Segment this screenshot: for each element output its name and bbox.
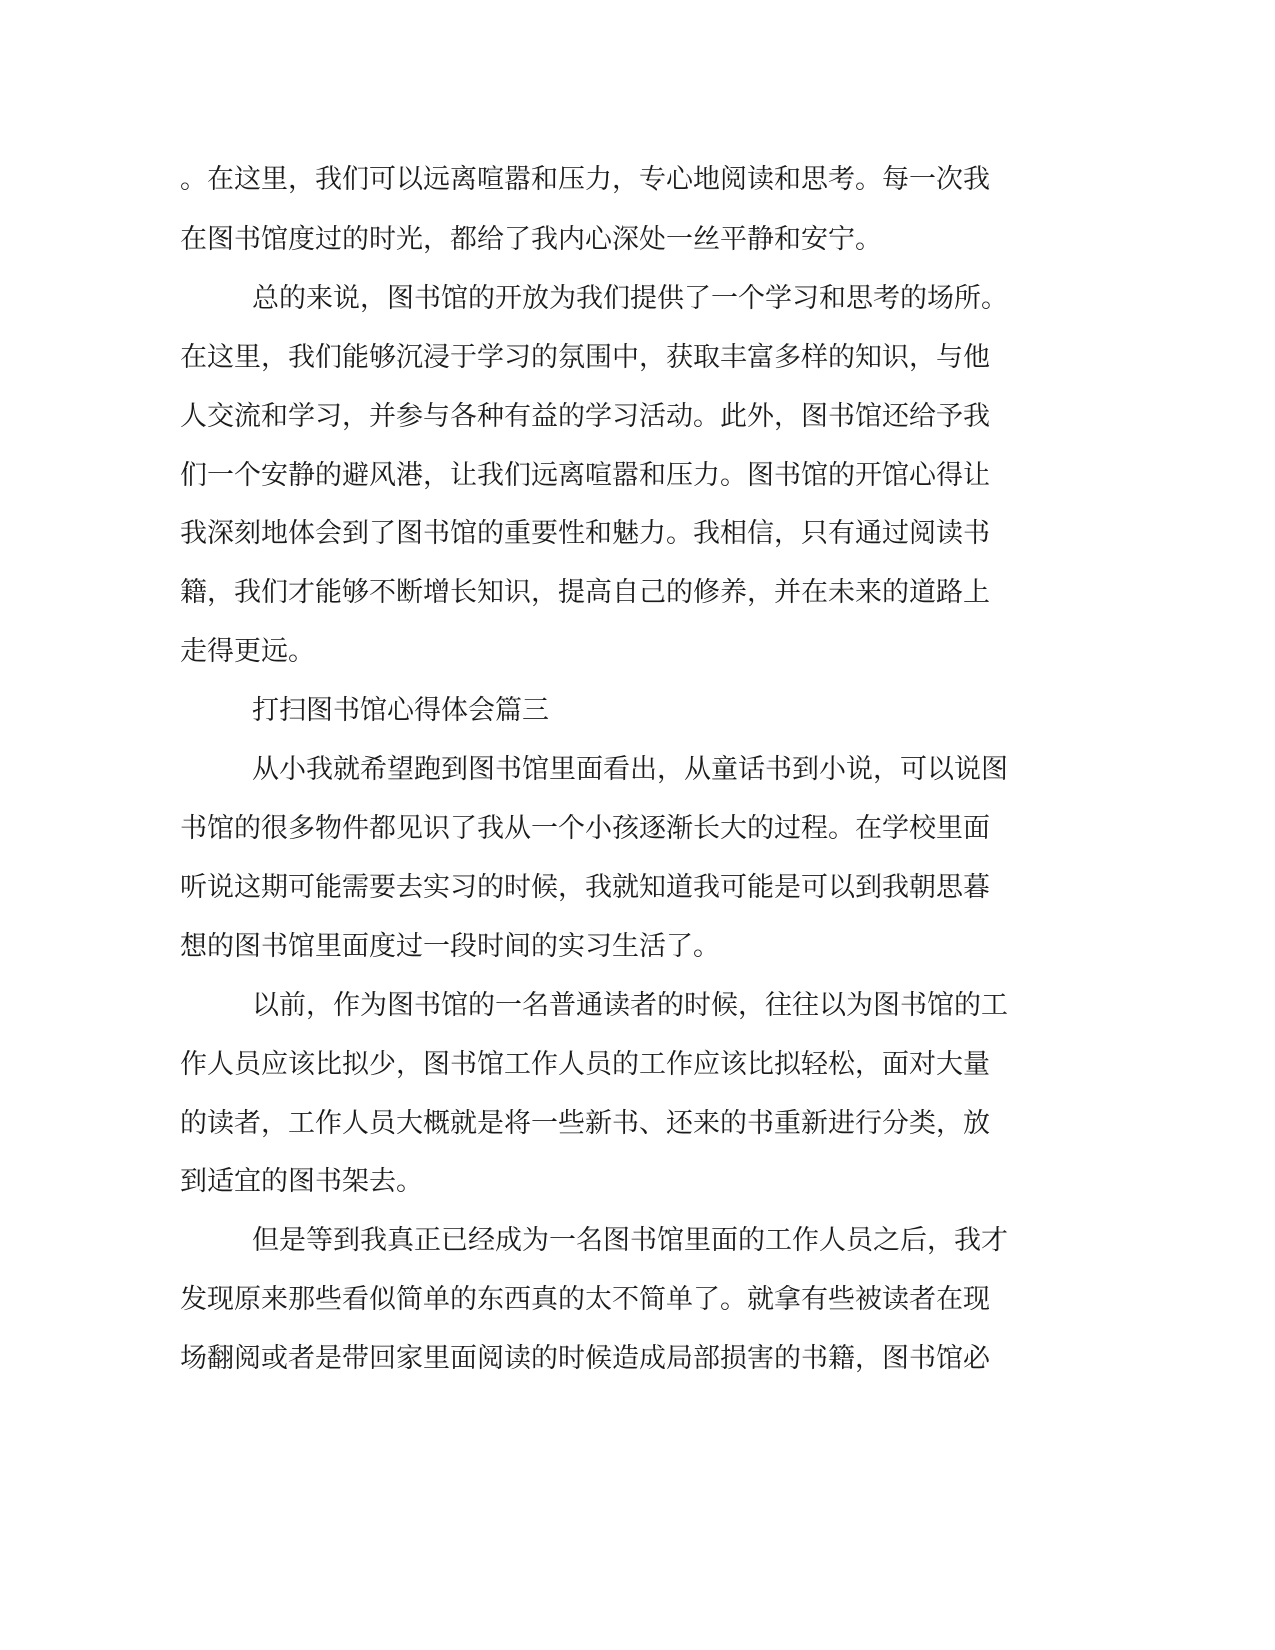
text-line: 。在这里，我们可以远离喧嚣和压力，专心地阅读和思考。每一次我 (180, 164, 990, 195)
text-line: 以前，作为图书馆的一名普通读者的时候，往往以为图书馆的工 (252, 990, 1008, 1021)
text-line: 走得更远。 (180, 636, 315, 667)
text-line: 在图书馆度过的时光，都给了我内心深处一丝平静和安宁。 (180, 224, 882, 255)
section-heading: 打扫图书馆心得体会篇三 (252, 695, 549, 726)
text-line: 总的来说，图书馆的开放为我们提供了一个学习和思考的场所。 (252, 283, 1008, 314)
text-line: 场翻阅或者是带回家里面阅读的时候造成局部损害的书籍，图书馆必 (180, 1343, 990, 1374)
text-line: 籍，我们才能够不断增长知识，提高自己的修养，并在未来的道路上 (180, 577, 990, 608)
text-line: 想的图书馆里面度过一段时间的实习生活了。 (180, 931, 720, 962)
text-line: 发现原来那些看似简单的东西真的太不简单了。就拿有些被读者在现 (180, 1284, 990, 1315)
text-line: 人交流和学习，并参与各种有益的学习活动。此外，图书馆还给予我 (180, 401, 990, 432)
text-line: 的读者，工作人员大概就是将一些新书、还来的书重新进行分类，放 (180, 1108, 990, 1139)
text-line: 在这里，我们能够沉浸于学习的氛围中，获取丰富多样的知识，与他 (180, 342, 990, 373)
text-line: 听说这期可能需要去实习的时候，我就知道我可能是可以到我朝思暮 (180, 872, 990, 903)
text-line: 书馆的很多物件都见识了我从一个小孩逐渐长大的过程。在学校里面 (180, 813, 990, 844)
text-line: 们一个安静的避风港，让我们远离喧嚣和压力。图书馆的开馆心得让 (180, 460, 990, 491)
text-line: 我深刻地体会到了图书馆的重要性和魅力。我相信，只有通过阅读书 (180, 518, 990, 549)
text-line: 但是等到我真正已经成为一名图书馆里面的工作人员之后，我才 (252, 1225, 1008, 1256)
text-line: 到适宜的图书架去。 (180, 1166, 423, 1197)
text-line: 作人员应该比拟少，图书馆工作人员的工作应该比拟轻松，面对大量 (180, 1049, 990, 1080)
text-line: 从小我就希望跑到图书馆里面看出，从童话书到小说，可以说图 (252, 754, 1008, 785)
